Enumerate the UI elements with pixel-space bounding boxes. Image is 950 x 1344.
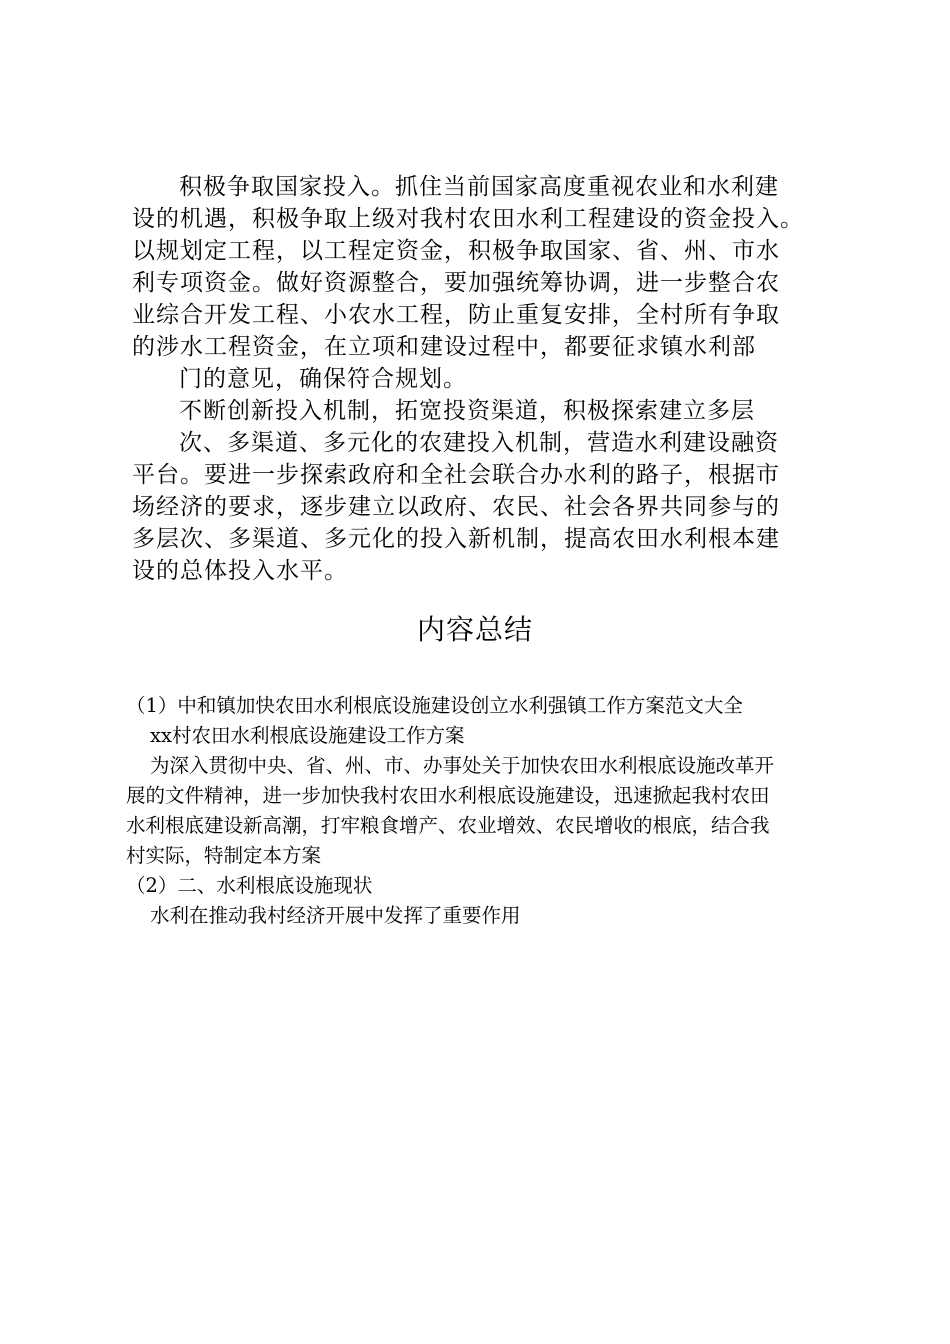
paragraph-line: 设的总体投入水平。 (132, 558, 348, 584)
paragraph-line: 以规划定工程，以工程定资金，积极争取国家、省、州、市水 (132, 238, 780, 264)
summary-line: 水利在推动我村经济开展中发挥了重要作用 (150, 904, 521, 927)
paragraph-line: 利专项资金。做好资源整合，要加强统筹协调，进一步整合农 (132, 270, 780, 296)
body-text (132, 171, 837, 587)
summary-item-heading: （1）中和镇加快农田水利根底设施建设创立水利强镇工作方案范文大全 (126, 694, 743, 717)
paragraph-line: 积极争取国家投入。抓住当前国家高度重视农业和水利建 (179, 174, 779, 200)
summary-line: 为深入贯彻中央、省、州、市、办事处关于加快农田水利根底设施改革开 (150, 754, 775, 777)
summary-line: 水利根底建设新高潮，打牢粮食增产、农业增效、农民增收的根底，结合我 (126, 814, 770, 837)
paragraph-line: 多层次、多渠道、多元化的投入新机制，提高农田水利根本建 (132, 526, 780, 552)
summary-line: xx村农田水利根底设施建设工作方案 (150, 724, 465, 747)
paragraph-line: 不断创新投入机制，拓宽投资渠道，积极探索建立多层 (179, 398, 755, 424)
summary-item-heading: （2）二、水利根底设施现状 (126, 874, 373, 897)
paragraph-line: 设的机遇，积极争取上级对我村农田水利工程建设的资金投入。 (132, 206, 804, 232)
paragraph-line: 业综合开发工程、小农水工程，防止重复安排，全村所有争取 (132, 302, 780, 328)
summary-line: 村实际，特制定本方案 (126, 844, 322, 867)
paragraph-line: 场经济的要求，逐步建立以政府、农民、社会各界共同参与的 (132, 494, 780, 520)
paragraph-line: 平台。要进一步探索政府和全社会联合办水利的路子，根据市 (132, 462, 780, 488)
summary-section (126, 691, 846, 931)
summary-title: 内容总结 (416, 613, 533, 646)
paragraph-line: 次、多渠道、多元化的农建投入机制，营造水利建设融资 (179, 430, 779, 456)
summary-line: 展的文件精神，进一步加快我村农田水利根底设施建设，迅速掀起我村农田 (126, 784, 770, 807)
paragraph-line: 门的意见，确保符合规划。 (179, 366, 467, 392)
paragraph-line: 的涉水工程资金，在立项和建设过程中，都要征求镇水利部 (132, 334, 756, 360)
